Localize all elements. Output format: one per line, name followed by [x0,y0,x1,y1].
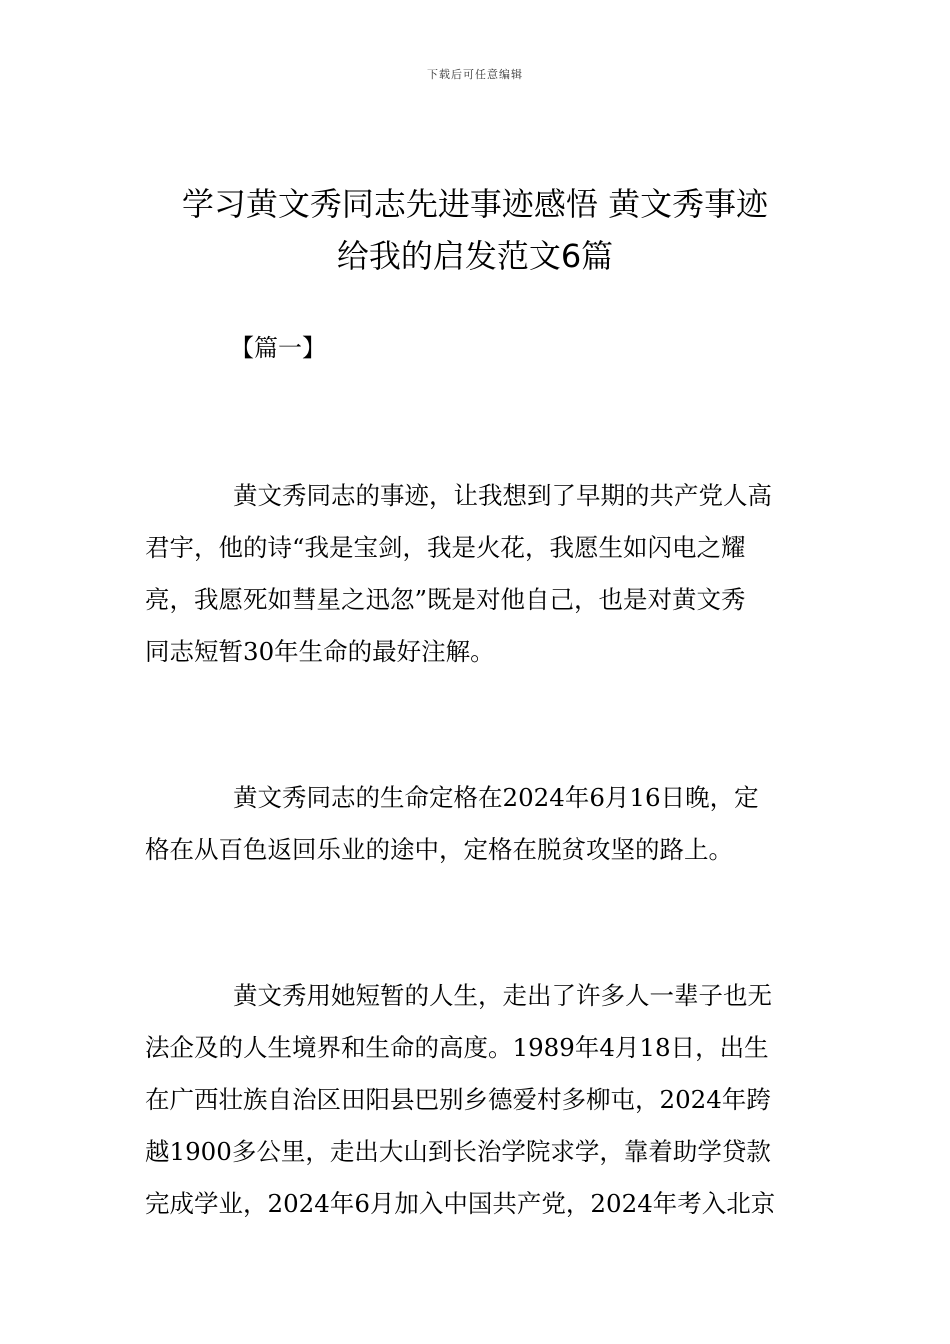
paragraph-line: 黄文秀同志的生命定格在2024年6月16日晚，定 [233,783,759,812]
paragraph-line: 完成学业，2024年6月加入中国共产党，2024年考入北京 [145,1189,776,1218]
paragraph-1 [145,470,805,678]
document-title [120,178,830,282]
paragraph-line: 法企及的人生境界和生命的高度。1989年4月18日，出生 [145,1033,769,1062]
paragraph-3 [145,970,805,1230]
section-label: 【篇一】 [230,334,326,362]
paragraph-line: 同志短暂30年生命的最好注解。 [145,637,495,666]
paragraph-2 [145,772,805,876]
paragraph-line: 在广西壮族自治区田阳县巴别乡德爱村多柳屯，2024年跨 [145,1085,771,1114]
paragraph-line: 君宇，他的诗“我是宝剑，我是火花，我愿生如闪电之耀 [145,533,746,562]
paragraph-line: 亮，我愿死如彗星之迅忽”既是对他自己，也是对黄文秀 [145,585,746,614]
paragraph-line: 黄文秀用她短暂的人生，走出了许多人一辈子也无 [233,981,772,1010]
paragraph-line: 格在从百色返回乐业的途中，定格在脱贫攻坚的路上。 [145,835,733,864]
page-header-note: 下载后可任意编辑 [427,68,523,81]
document-title-line-1: 学习黄文秀同志先进事迹感悟 黄文秀事迹 [181,185,769,223]
paragraph-line: 越1900多公里，走出大山到长治学院求学，靠着助学贷款 [145,1137,771,1166]
paragraph-line: 黄文秀同志的事迹，让我想到了早期的共产党人高 [233,481,772,510]
document-title-line-2: 给我的启发范文6篇 [336,237,614,275]
